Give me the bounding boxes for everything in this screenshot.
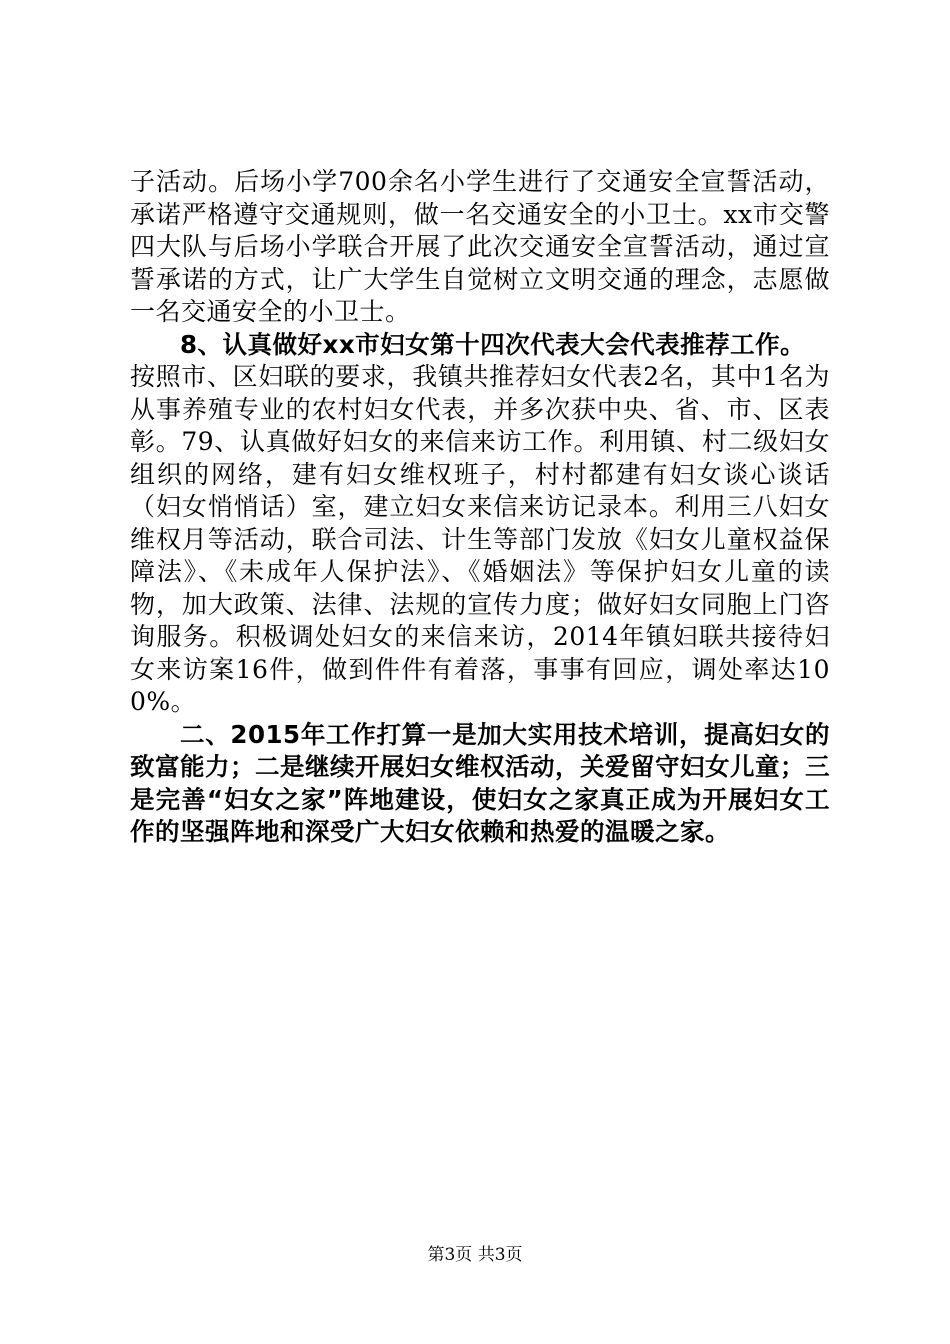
section-heading-delegate-recommendation: 8、认真做好xx市妇女第十四次代表大会代表推荐工作。 — [180, 329, 806, 359]
paragraph-traffic-safety-continued: 子活动。后场小学700余名小学生进行了交通安全宣誓活动，承诺严格遵守交通规则，做一名交通安全的小卫士。xx市交警四大队与后场小学联合开展了此次交通安全宣誓活动，通过宣誓承诺的方式，让广大学生自觉树立文明交通的理念，志愿做一名交通安全的小卫士。 — [130, 167, 830, 326]
paragraph-work-plan-2015: 二、2015年工作打算一是加大实用技术培训，提高妇女的致富能力；二是继续开展妇女维权活动，关爱留守妇女儿童；三是完善“妇女之家”阵地建设，使妇女之家真正成为开展妇女工作的坚强阵地和深受广大妇女依赖和热爱的温暖之家。 — [130, 719, 830, 846]
paragraph-delegate-recommendation: 按照市、区妇联的要求，我镇共推荐妇女代表2名，其中1名为从事养殖专业的农村妇女代表，并多次获中央、省、市、区表彰。79、认真做好妇女的来信来访工作。利用镇、村二级妇女组织的网络，建有妇女维权班子，村村都建有妇女谈心谈话（妇女悄悄话）室，建立妇女来信来访记录本。利用三八妇女维权月等活动，联合司法、计生等部门发放《妇女儿童权益保障法》、《未成年人保护法》、《婚姻法》等保护妇女儿童的读物，加大政策、法律、法规的宣传力度；做好妇女同胞上门咨询服务。积极调处妇女的来信来访，2014年镇妇联共接待妇女来访案16件，做到件件有着落，事事有回应，调处率达100%。 — [130, 362, 830, 716]
document-body — [130, 166, 830, 849]
page-number-footer: 第3页 共3页 — [427, 1245, 523, 1265]
